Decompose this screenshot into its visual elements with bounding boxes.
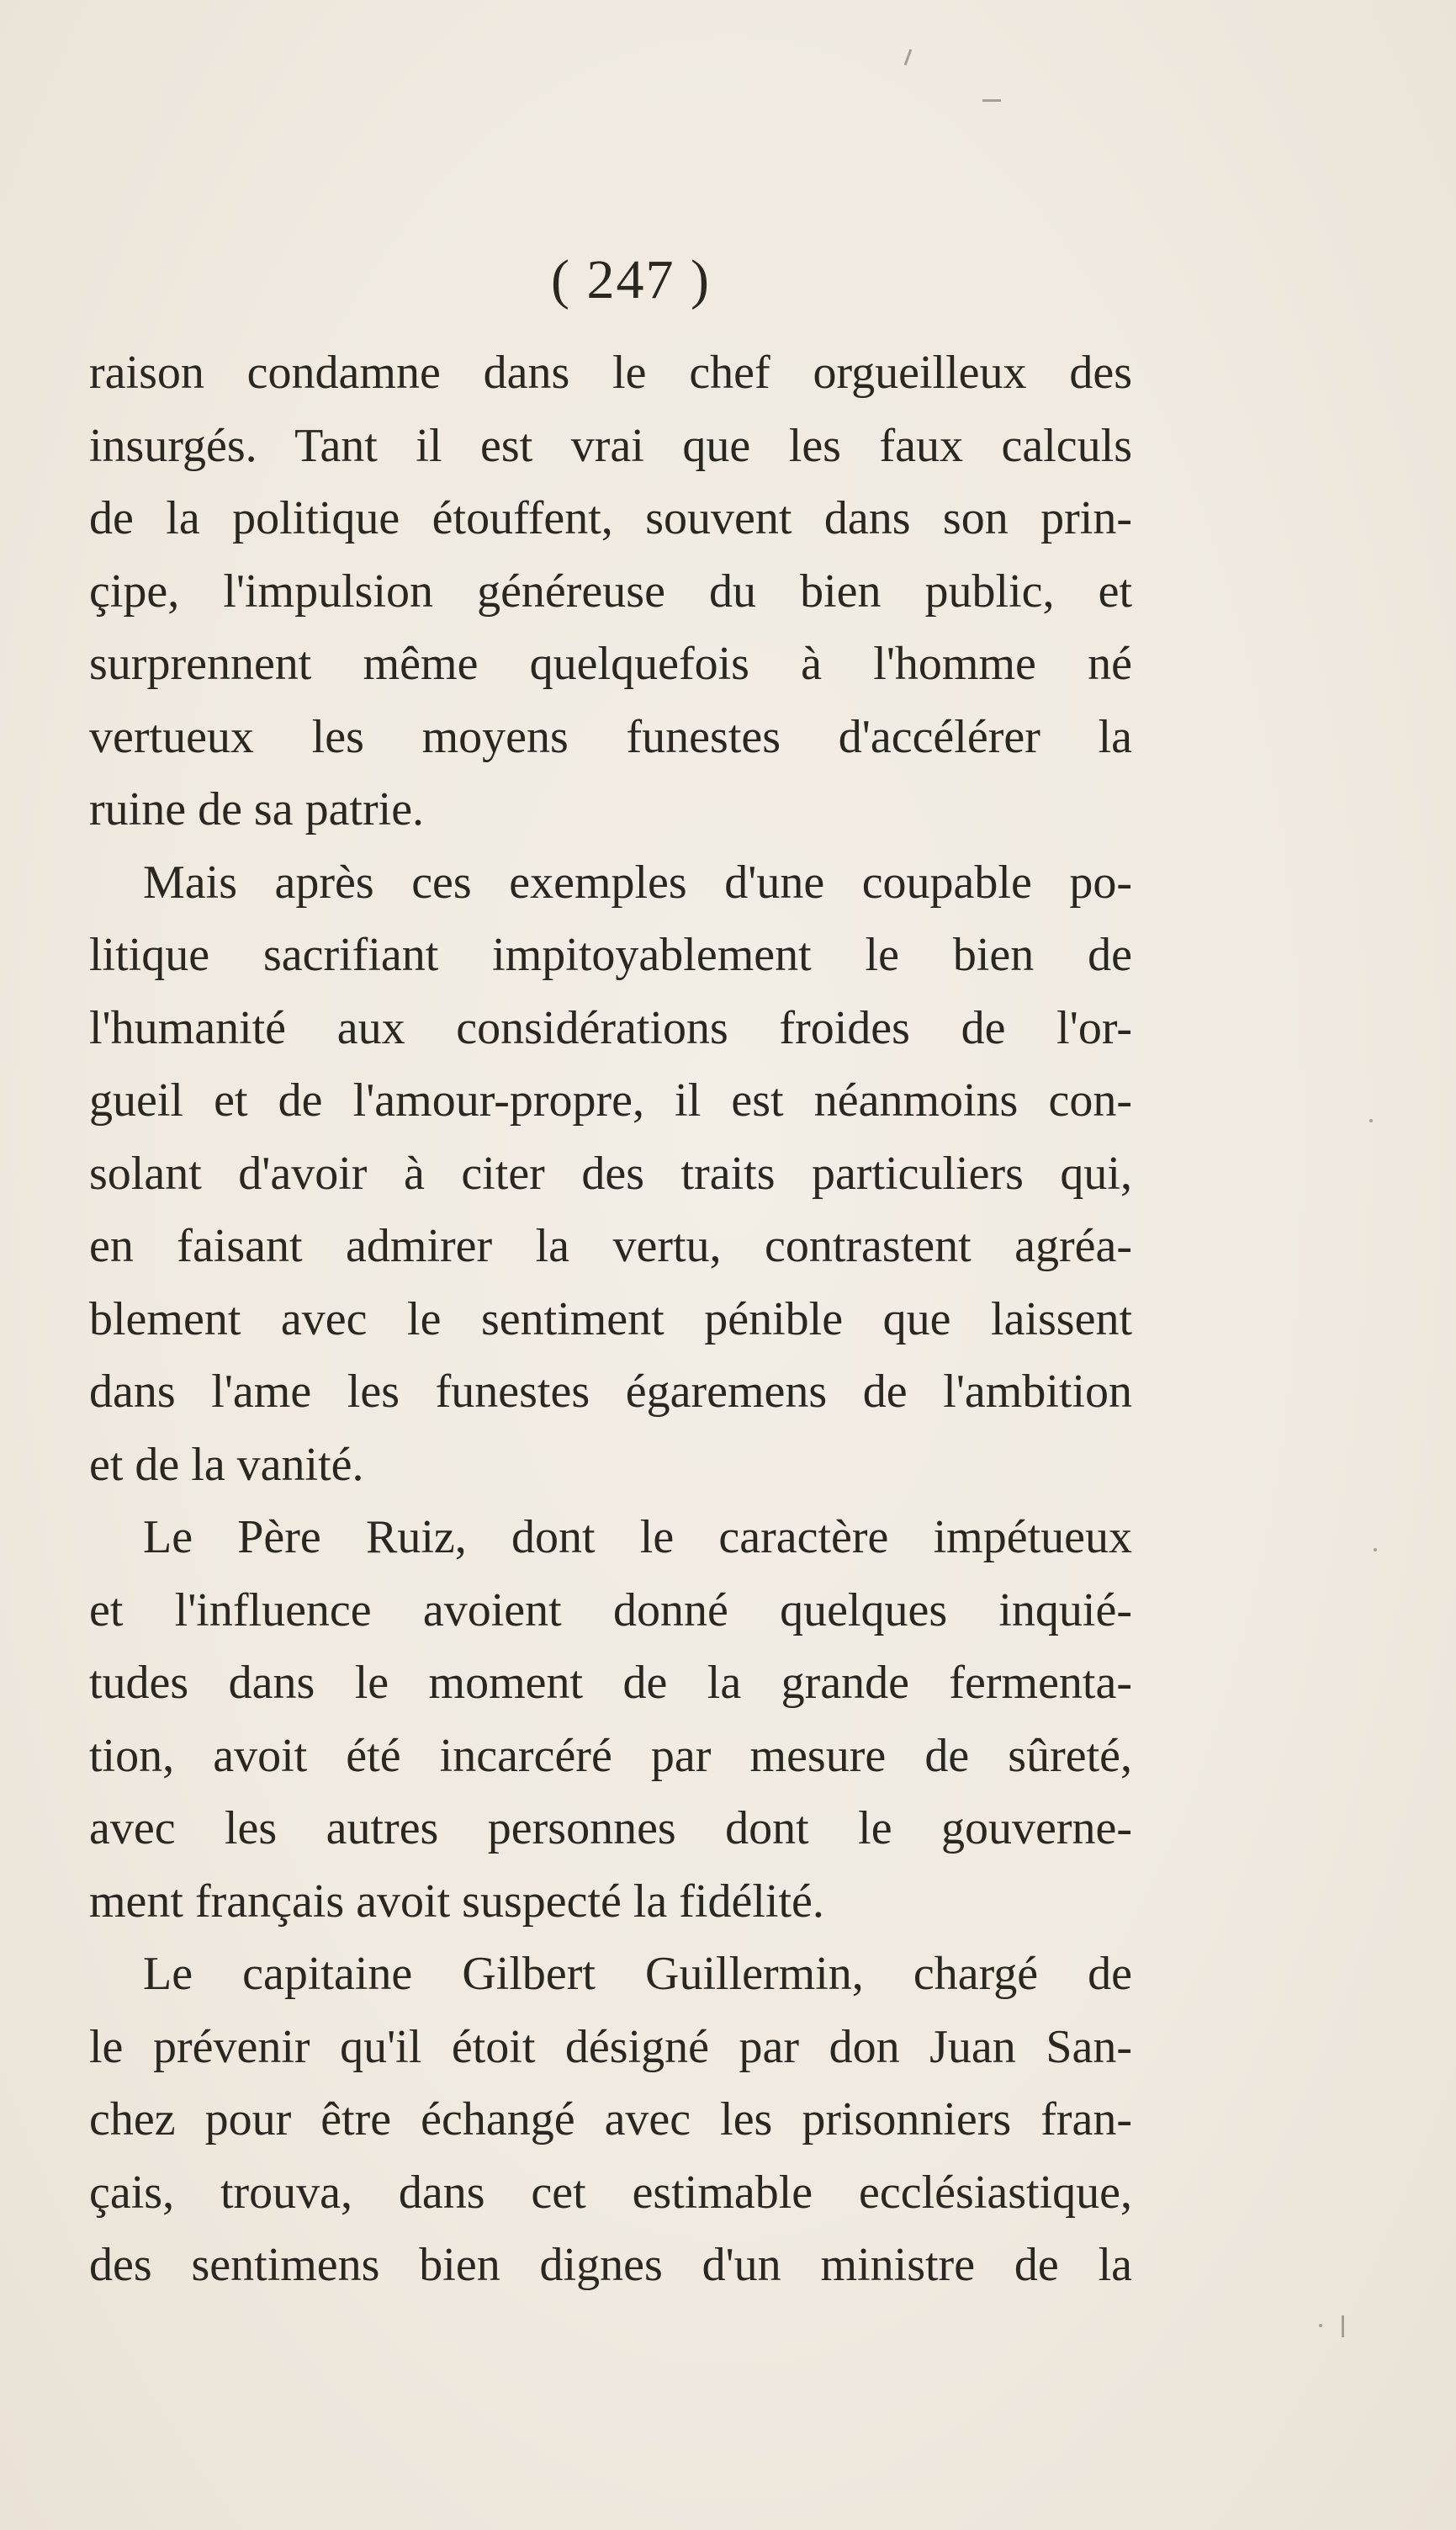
- text-line: et l'influence avoient donné quelques inquié-: [89, 1583, 1132, 1636]
- text-line: chez pour être échangé avec les prisonniers fran-: [89, 2093, 1132, 2145]
- text-line: çipe, l'impulsion généreuse du bien public, et: [89, 565, 1132, 618]
- text-line: surprennent même quelquefois à l'homme né: [89, 638, 1132, 690]
- text-line: tudes dans le moment de la grande fermenta-: [89, 1657, 1132, 1709]
- text-line: çais, trouva, dans cet estimable ecclésiastique,: [89, 2166, 1132, 2219]
- text-line: vertueux les moyens funestes d'accélérer la: [89, 710, 1132, 763]
- text-line: dans l'ame les funestes égaremens de l'ambition: [89, 1366, 1132, 1418]
- paper-speck: [904, 49, 913, 66]
- paper-speck: [1342, 2315, 1344, 2337]
- text-line: blement avec le sentiment pénible que laissent: [89, 1292, 1132, 1345]
- text-line: tion, avoit été incarcéré par mesure de sûreté,: [89, 1729, 1132, 1782]
- text-line: solant d'avoir à citer des traits particuliers qui,: [89, 1147, 1132, 1200]
- paper-speck: [1374, 1548, 1377, 1551]
- text-line: ment français avoit suspecté la fidélité.: [89, 1875, 824, 1928]
- text-line: de la politique étouffent, souvent dans son prin-: [89, 492, 1132, 544]
- text-line: insurgés. Tant il est vrai que les faux calculs: [89, 419, 1132, 472]
- text-line: le prévenir qu'il étoit désigné par don Juan San-: [89, 2020, 1132, 2073]
- text-line: Mais après ces exemples d'une coupable po-: [143, 856, 1132, 909]
- text-line: des sentimens bien dignes d'un ministre de la: [89, 2239, 1132, 2291]
- text-line: gueil et de l'amour-propre, il est néanmoins con-: [89, 1074, 1132, 1127]
- paper-speck: [1369, 1119, 1373, 1122]
- text-line: ruine de sa patrie.: [89, 783, 425, 835]
- text-line: raison condamne dans le chef orgueilleux des: [89, 347, 1132, 399]
- text-line: Le Père Ruiz, dont le caractère impétueux: [143, 1511, 1132, 1563]
- text-line: l'humanité aux considérations froides de l'or-: [89, 1001, 1132, 1054]
- text-line: en faisant admirer la vertu, contrastent agréa-: [89, 1220, 1132, 1272]
- paper-speck: [982, 99, 1001, 102]
- text-line: litique sacrifiant impitoyablement le bien de: [89, 929, 1132, 981]
- text-line: et de la vanité.: [89, 1438, 364, 1491]
- page-number: ( 247 ): [551, 249, 711, 310]
- text-line: Le capitaine Gilbert Guillermin, chargé de: [143, 1948, 1132, 2000]
- paper-speck: [1319, 2324, 1322, 2327]
- body-text: [89, 337, 1132, 2302]
- text-line: avec les autres personnes dont le gouverne-: [89, 1802, 1132, 1854]
